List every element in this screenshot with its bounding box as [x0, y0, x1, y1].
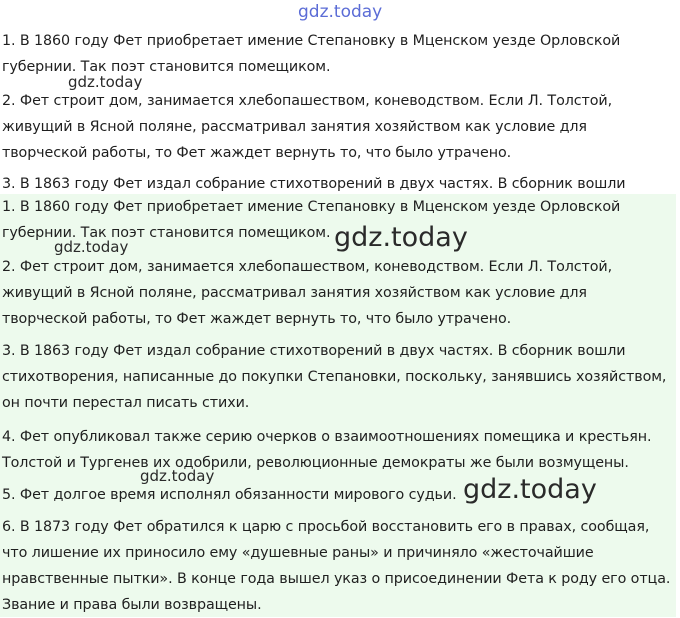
paragraph-1: 1. В 1860 году Фет приобретает имение Степановку в Мценском уезде Орловской губернии. Так поэт становится помещиком.: [2, 33, 621, 75]
watermark: gdz.today: [54, 238, 129, 256]
answer-paragraph-5: 5. Фет долгое время исполнял обязанности мирового судьи.: [2, 487, 457, 503]
answer-paragraph-2: 2. Фет строит дом, занимается хлебопашеством, коневодством. Если Л. Толстой, живущий в Ясной поляне, рассматривал занятия хозяйством как условие для творческой работы, то Фет жаждет вернуть то, что было утрачено.: [2, 259, 613, 327]
watermark: gdz.today: [463, 474, 597, 505]
answer-paragraph-1: 1. В 1860 году Фет приобретает имение Степановку в Мценском уезде Орловской губернии. Так поэт становится помещиком.: [2, 199, 621, 241]
paragraph-3: 3. В 1863 году Фет издал собрание стихотворений в двух частях. В сборник вошли: [2, 176, 626, 192]
watermark: gdz.today: [298, 2, 383, 22]
watermark: gdz.today: [334, 222, 468, 253]
answer-paragraph-4: 4. Фет опубликовал также серию очерков о взаимоотношениях помещика и крестьян. Толстой и Тургенев их одобрили, революционные демократы же были возмущены.: [2, 429, 652, 471]
answer-paragraph-3: 3. В 1863 году Фет издал собрание стихотворений в двух частях. В сборник вошли стихотворения, написанные до покупки Степановки, поскольку, занявшись хозяйством, он почти перестал писать стихи.: [2, 343, 667, 411]
watermark: gdz.today: [140, 467, 215, 485]
paragraph-2: 2. Фет строит дом, занимается хлебопашеством, коневодством. Если Л. Толстой, живущий в Ясной поляне, рассматривал занятия хозяйством как условие для творческой работы, то Фет жаждет вернуть то, что было утрачено.: [2, 93, 613, 161]
watermark: gdz.today: [68, 73, 143, 91]
answer-paragraph-6: 6. В 1873 году Фет обратился к царю с просьбой восстановить его в правах, сообщая, что лишение их приносило ему «душевные раны» и причиняло «жесточайшие нравственные пытки». В конце года вышел указ о присоединении Фета к роду его отца. Звание и права были возвращены.: [2, 519, 671, 613]
